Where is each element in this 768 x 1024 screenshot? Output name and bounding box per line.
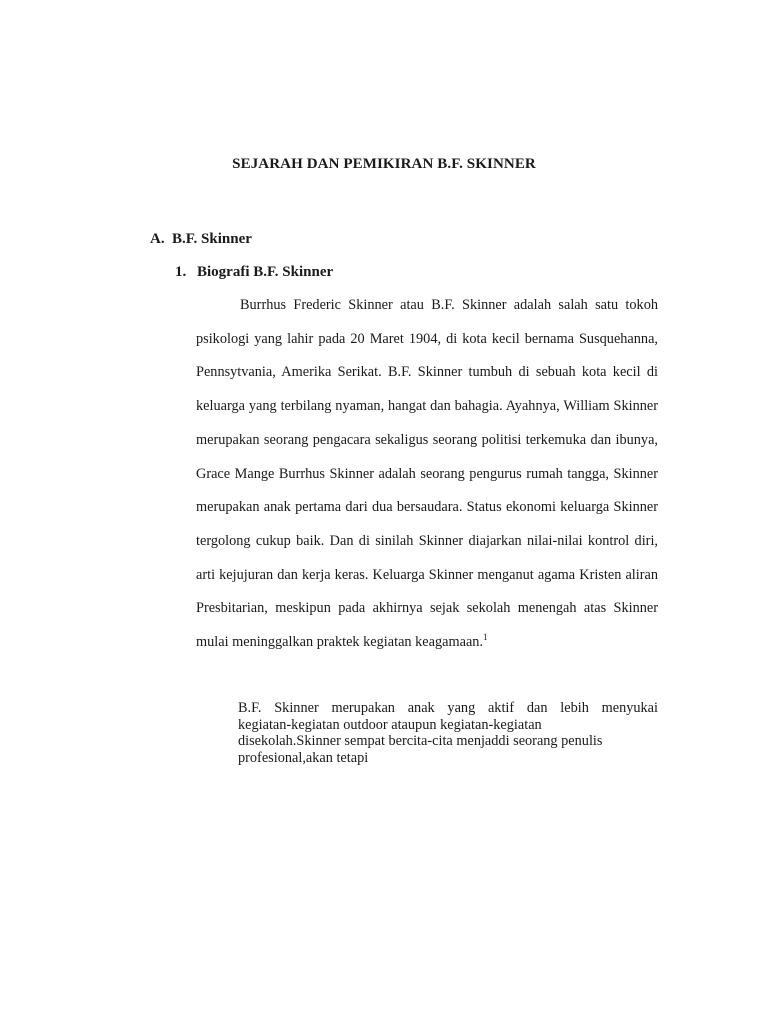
- footnote-reference: 1: [483, 632, 488, 643]
- document-title: SEJARAH DAN PEMIKIRAN B.F. SKINNER: [232, 156, 536, 172]
- subsection-label: Biografi B.F. Skinner: [197, 264, 334, 280]
- section-marker: A.: [150, 231, 165, 247]
- section-label: B.F. Skinner: [172, 231, 252, 247]
- subsection-marker: 1.: [175, 264, 187, 280]
- quote-line: profesional,akan tetapi: [238, 749, 369, 766]
- subsection-heading-1: [175, 264, 333, 281]
- quoted-paragraph: [238, 700, 658, 766]
- biography-paragraph: [196, 289, 658, 660]
- biography-text: Burrhus Frederic Skinner atau B.F. Skinner adalah salah satu tokoh psikologi yang lahir pada 20 Maret 1904, di kota kecil bernama Susquehanna, Pennsytvania, Amerika Serikat. B.F. Skinner tumbuh di sebuah kota kecil di keluarga yang terbilang nyaman, hangat dan bahagia. Ayahnya, William Skinner merupakan seorang pengacara sekaligus seorang politisi terkemuka dan ibunya, Grace Mange Burrhus Skinner adalah seorang pengurus rumah tangga, Skinner merupakan anak pertama dari dua bersaudara. Status ekonomi keluarga Skinner tergolong cukup baik. Dan di sinilah Skinner diajarkan nilai-nilai kontrol diri, arti kejujuran dan kerja keras. Keluarga Skinner menganut agama Kristen aliran Presbitarian, meskipun pada akhirnya sejak sekolah menengah atas Skinner mulai meninggalkan praktek kegiatan keagamaan.: [196, 297, 658, 651]
- quote-line: kegiatan-kegiatan outdoor ataupun kegiatan-kegiatan: [238, 716, 542, 733]
- quote-line: B.F. Skinner merupakan anak yang aktif dan lebih menyukai: [238, 700, 658, 716]
- quote-line: disekolah.Skinner sempat bercita-cita menjaddi seorang penulis: [238, 733, 603, 749]
- section-heading-a: [150, 231, 252, 248]
